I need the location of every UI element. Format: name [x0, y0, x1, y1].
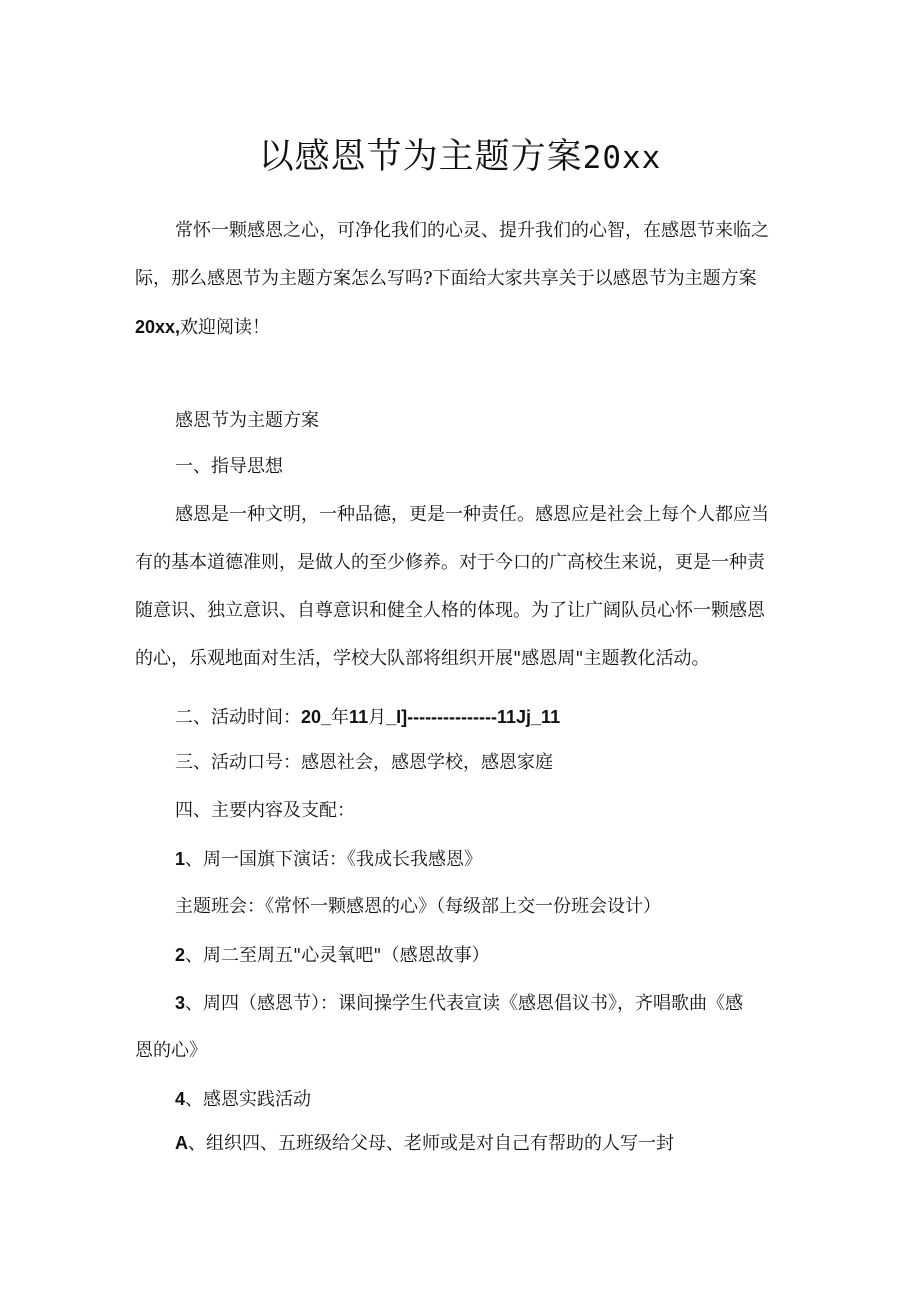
subtitle: 感恩节为主题方案 [175, 410, 319, 431]
section-1-line: 有的基本道德准则，是做人的至少修养。对于今口的广高校生来说，更是一种责 [135, 552, 765, 573]
section-2-year-char: 年 [331, 707, 350, 728]
section-3-slogan: 三、活动口号：感恩社会，感恩学校，感恩家庭 [175, 752, 553, 773]
section-2-month: 11 [349, 707, 369, 727]
section-2-month-char: 月 [368, 707, 387, 728]
list-item-1-text: 、周一国旗下演话：《我成长我感恩》 [185, 849, 483, 870]
section-1-heading: 一、指导思想 [175, 456, 283, 477]
section-1-line: 的心，乐观地面对生活，学校大队部将组织开展"感恩周"主题教化活动。 [135, 648, 710, 669]
section-1-line: 感恩是一种文明，一种品德，更是一种责任。感恩应是社会上每个人都应当 [175, 504, 769, 525]
intro-line-2: 际，那么感恩节为主题方案怎么写吗?下面给大家共享关于以感恩节为主题方案 [135, 268, 757, 289]
list-item-3-continuation: 恩的心》 [135, 1040, 207, 1061]
intro-line-3 [135, 312, 270, 343]
list-item-1-class-meeting: 主题班会：《常怀一颗感恩的心》（每级部上交一份班会设计） [175, 896, 661, 917]
section-2-year: 20_ [301, 707, 332, 727]
section-2-activity-time [175, 702, 560, 733]
list-item-a-text: 、组织四、五班级给父母、老师或是对自己有帮助的人写一封 [188, 1133, 674, 1154]
title-year: 20xx [582, 140, 662, 176]
document-title [0, 132, 920, 183]
list-item-1 [175, 844, 482, 875]
section-4-heading: 四、主要内容及支配： [175, 800, 355, 821]
list-item-4-number: 4 [175, 1089, 186, 1109]
list-item-3 [175, 988, 743, 1019]
list-item-4-text: 、感恩实践活动 [185, 1089, 312, 1110]
section-2-range: _I]---------------11Jj_11 [386, 707, 561, 727]
section-1-line: 随意识、独立意识、自尊意识和健全人格的体现。为了让广阔队员心怀一颗感恩 [135, 600, 765, 621]
title-chinese: 以感恩节为主题方案 [258, 137, 583, 177]
list-item-3-number: 3 [175, 993, 186, 1013]
intro-line-1: 常怀一颗感恩之心，可净化我们的心灵、提升我们的心智，在感恩节来临之 [175, 220, 769, 241]
list-item-2-number: 2 [175, 945, 186, 965]
list-item-a [175, 1128, 674, 1159]
intro-year: 20xx, [135, 317, 181, 337]
list-item-2 [175, 940, 490, 971]
intro-welcome: 欢迎阅读！ [180, 317, 271, 338]
list-item-2-text: 、周二至周五"心灵氧吧"（感恩故事） [185, 945, 490, 966]
list-item-3-text: 、周四（感恩节）：课间操学生代表宣读《感恩倡议书》，齐唱歌曲《感 [185, 993, 744, 1014]
list-item-4 [175, 1084, 311, 1115]
list-item-a-letter: A [175, 1133, 188, 1153]
section-2-label: 二、活动时间： [175, 707, 301, 728]
list-item-1-number: 1 [175, 849, 186, 869]
